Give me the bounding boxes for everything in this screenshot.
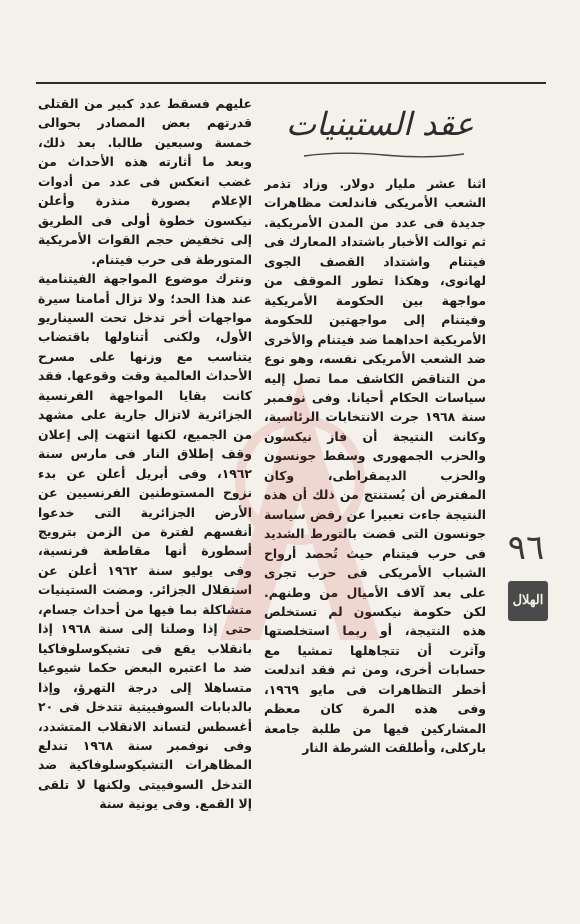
page-number: ٩٦ xyxy=(507,528,545,568)
article-paragraph: ونترك موضوع المواجهة الفيتنامية عند هذا الحد؛ ولا تزال أمامنا سيرة مواجهات أخر تدخل تحت السيناريو الأول، ولكنى أتناولها باقتضاب يتناسب مع وزنها على مسرح الأحداث العالمية وقت وقوعها. فقد كانت بقايا المواجهة الفرنسية الجزائرية لاتزال جارية على مشهد من الجميع، لكنها انتهت إلى إعلان وقف إطلاق النار فى مارس سنة ١٩٦٢، وفى أبريل أعلن عن بدء نزوح المستوطنين الفرنسيين عن الأرض الجزائرية التى خدعوا أنفسهم لفترة من الزمن بترويج أسطورة أنها مقاطعة فرنسية، وفى يوليو سنة ١٩٦٢ أعلن عن استقلال الجزائر. ومضت الستينيات متشاكلة بما فيها من أحداث جسام، حتى إذا وصلنا إلى سنة ١٩٦٨ إذا بانقلاب يقع فى تشيكوسلوفاكيا ضد ما اعتبره البعض حكما شيوعيا متساهلا إلى درجة التهرؤ، وإذا بالدبابات السوفييتية تتدخل فى ٢٠ أغسطس لتساند الانقلاب المتشدد، وفى نوفمبر سنة ١٩٦٨ تندلع المظاهرات التشيكوسلوفاكية ضد التدخل السوفييتى ولكنها لا تلقى إلا القمع. وفى يونية سنة xyxy=(38,271,252,812)
article-column-right xyxy=(264,174,486,832)
magazine-logo-text: الهلال xyxy=(512,593,544,608)
section-title: عقد الستينيات xyxy=(286,105,474,143)
magazine-logo xyxy=(508,581,548,621)
top-rule xyxy=(36,82,546,84)
article-paragraph: اثنا عشر مليار دولار. وزاد تذمر الشعب الأمريكى فاندلعت مظاهرات جديدة فى عدد من المدن الأمريكية. ثم توالت الأخبار باشتداد المعارك فى فيتنام واشتداد القصف الجوى لهانوى، وهكذا تطور الموقف من مواجهة بين الحكومة الأمريكية وفيتنام إلى مواجهتين للحكومة الأمريكية احداهما ضد فيتنام والأخرى ضد الشعب الأمريكى نفسه، وهو نوع من التناقض الكاشف مما تصل إليه سياسات الحكام أحيانا. وفى نوفمبر سنة ١٩٦٨ جرت الانتخابات الرئاسية، وكانت النتيجة أن فاز نيكسون والحزب الجمهورى وسقط جونسون والحزب الديمقراطى، وكان المفترض أن يُستنتج من ذلك أن هذه النتيجة جاءت تعبيرا عن رفض سياسة جونسون التى قضت بالتورط الشديد فى حرب فيتنام حيث تُحصد أرواح الشباب الأمريكى فى حرب تجرى على بعد آلاف الأميال من وطنهم. لكن حكومة نيكسون لم تستخلص هذه النتيجة، أو ربما استخلصتها وآثرت أن تتجاهلها تمشيا مع حسابات أخرى، ومن ثم فقد اندلعت أخطر التظاهرات فى مايو ١٩٦٩، وفى هذه المرة كان معظم المشاركين فيها من طلبة جامعة باركلى، وأطلقت الشرطة النار xyxy=(264,176,486,756)
title-flourish xyxy=(300,150,468,160)
article-paragraph: عليهم فسقط عدد كبير من القتلى قدرتهم بعض المصادر بحوالى خمسة وسبعين طالبا. بعد ذلك، وبعد ما أثارته هذه الأحداث من غضب انعكس فى عدد من أدوات الإعلام بصورة منذرة وأعلن نيكسون خطوة أولى فى الطريق إلى تخفيض حجم القوات الأمريكية المتورطة فى حرب فيتنام. xyxy=(38,96,252,267)
article-column-left xyxy=(38,94,252,852)
